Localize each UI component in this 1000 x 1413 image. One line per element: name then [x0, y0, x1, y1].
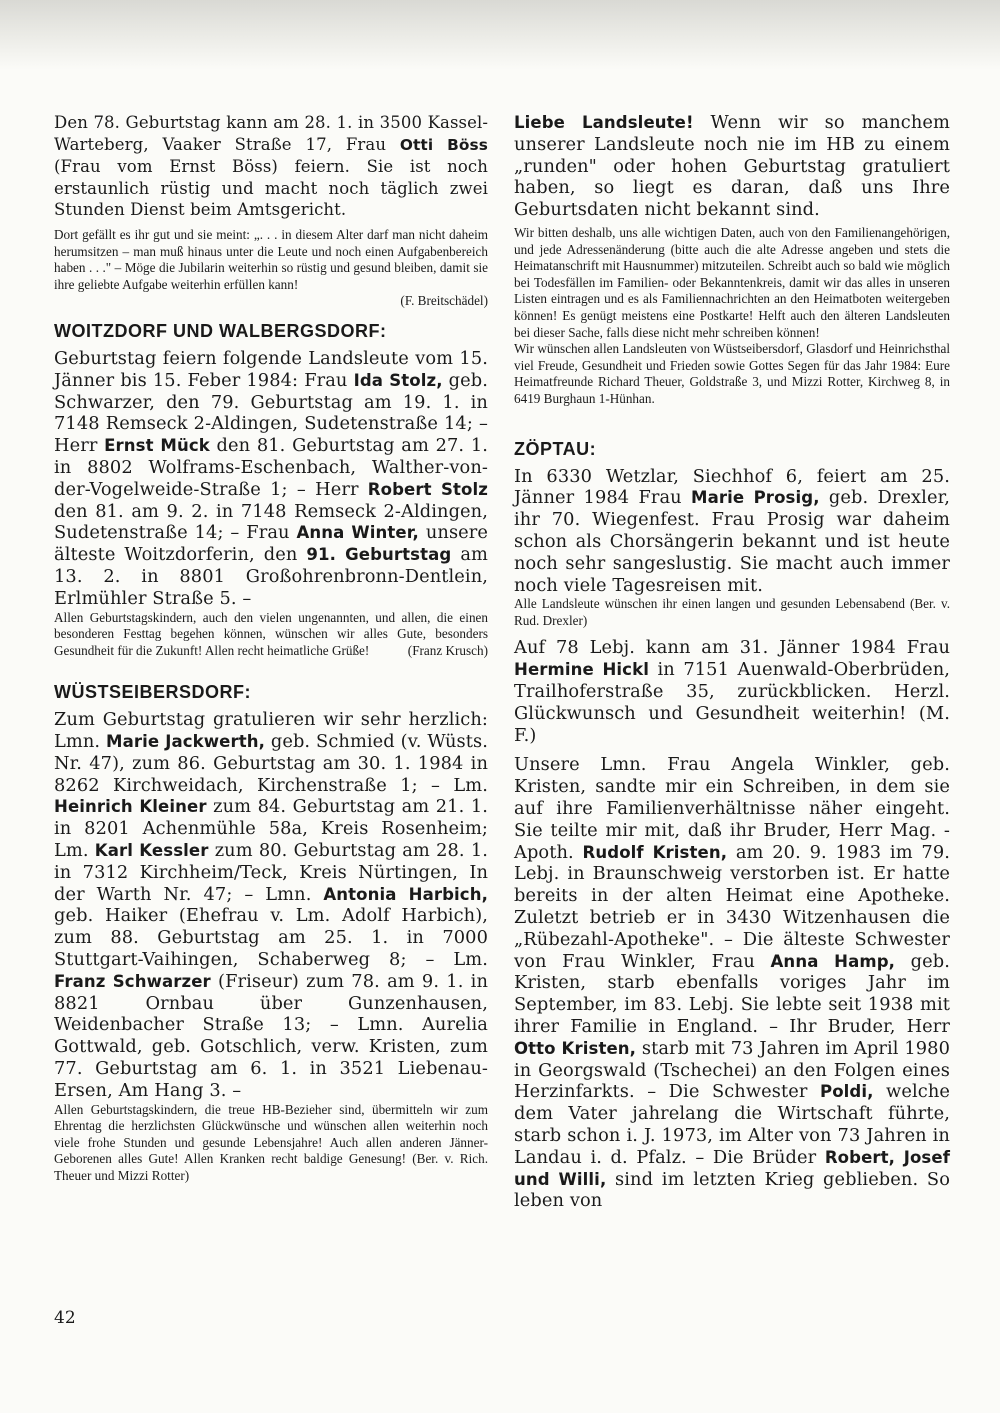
woitzdorf-greeting: Allen Geburtstagskindern, auch den vielen ungenannten, und allen, die einen besonderen Festtag begehen können, wünschen wir alles Gute, besonders Gesundheit für die Zukunft! Allen recht heimatliche Grüße! (Franz Krusch) — [54, 609, 488, 658]
page-number: 42 — [54, 1308, 76, 1328]
heading-zoeptau: ZÖPTAU: — [514, 438, 597, 459]
heading-woitzdorf: WOITZDORF UND WALBERGSDORF: — [54, 320, 387, 341]
hickl-paragraph: Auf 78 Lebj. kann am 31. Jänner 1984 Frau Hermine Hickl in 7151 Auenwald-Oberbrüden, Trailhoferstraße 35, zurückblicken. Herzl. Glückwunsch und Gesundheit weiterhin! (M. F.) — [514, 637, 950, 746]
heading-wuestseibersdorf: WÜSTSEIBERSDORF: — [54, 682, 251, 703]
kristen-family-paragraph: Unsere Lmn. Frau Angela Winkler, geb. Kristen, sandte mir ein Schreiben, in dem sie auf ihre Familienverhältnisse näher eingeht. Sie teilte mir mit, daß ihr Bruder, Herr Mag. -Apoth. Rudolf Kristen, am 20. 9. 1983 im 79. Lebj. in Braunschweig verstorben ist. Er hatte bereits in der alten Heimat eine Apotheke. Zuletzt betrieb er in 3430 Witzenhausen die „Rübezahl-Apotheke". – Die älteste Schwester von Frau Winkler, Frau Anna Hamp, geb. Kristen, starb ebenfalls voriges Jahr im September, im 83. Lebj. Sie lebte seit 1938 mit ihrer Familie in England. – Ihr Bruder, Herr Otto Kristen, starb mit 73 Jahren im April 1980 in Georgswald (Tschechei) an den Folgen eines Herzinfarkts. – Die Schwester Poldi, welche dem Vater jahrelang die Wirtschaft führte, starb schon i. J. 1973, im Alter von 73 Jahren in Landau i. d. Pfalz. – Die Brüder Robert, Josef und Willi, sind im letzten Krieg geblieben. So leben von — [514, 754, 951, 1212]
prosig-paragraph: In 6330 Wetzlar, Siechhof 6, feiert am 25. Jänner 1984 Frau Marie Prosig, geb. Drexler, ihr 70. Wiegenfest. Frau Prosig war daheim schon als Chorsängerin bekannt und ist heute noch sehr sangeslustig. Sie macht auch immer noch viele Tagesreisen mit. — [514, 465, 950, 596]
boess-birthday-paragraph: Den 78. Geburtstag kann am 28. 1. in 3500 Kassel-Warteberg, Vaaker Straße 17, Frau Otti Böss (Frau vom Ernst Böss) feiern. Sie ist noch erstaunlich rüstig und macht noch täglich zwei Stunden Dienst beim Amtsgericht. — [54, 113, 488, 220]
boess-quote-paragraph: Dort gefällt es ihr gut und sie meint: „. . . in diesem Alter darf man nicht daheim herumsitzen – man muß hinaus unter die Leute und noch einen Aufgabenbereich haben . . ." – Möge die Jubilarin weiterhin so rüstig und gesund bleiben, damit sie ihre geliebte Aufgabe weiterhin erfüllen kann! — [54, 226, 488, 292]
signature-breitschaedel: (F. Breitschädel) — [400, 293, 488, 309]
wuestseibersdorf-greeting: Allen Geburtstagskindern, die treue HB-Bezieher sind, übermitteln wir zum Ehrentag die herzlichsten Glückwünsche und wünschen allen weiterhin noch viele frohe Stunden und gesunde Lebensjahre! Auch allen anderen Jänner-Geborenen alles Gute! Allen Kranken recht baldige Genesung! (Ber. v. Rich. Theuer und Mizzi Rotter) — [54, 1101, 488, 1183]
liebe-landsleute-paragraph: Liebe Landsleute! Wenn wir so manchem unserer Landsleute noch nie im HB zu einem „runden" oder hohen Geburtstag gratuliert haben, so liegt es daran, daß uns Ihre Geburtsdaten nicht bekannt sind. — [514, 112, 950, 221]
scan-top-smudge — [0, 0, 1000, 70]
wuestseibersdorf-paragraph: Zum Geburtstag gratulieren wir sehr herzlich: Lmn. Marie Jackwerth, geb. Schmied (v. Wüsts. Nr. 47), zum 86. Geburtstag am 30. 1. 1984 in 8262 Kirchweidach, Kirchenstraße 1; – Lm. Heinrich Kleiner zum 84. Geburtstag am 21. 1. in 8201 Achenmühle 58a, Kreis Rosenheim; Lm. Karl Kessler zum 80. Geburtstag am 28. 1. in 7312 Kirchheim/Teck, Kreis Nürtingen, In der Warth Nr. 47; – Lmn. Antonia Harbich, geb. Haiker (Ehefrau v. Lm. Adolf Harbich), zum 88. Geburtstag am 25. 1. in 7000 Stuttgart-Vaihingen, Schaberweg 8; – Lm. Franz Schwarzer (Friseur) zum 78. am 9. 1. in 8821 Ornbau über Gunzenhausen, Weidenbacher Straße 13; – Lmn. Aurelia Gottwald, geb. Gotschlich, verw. Kristen, zum 77. Geburtstag am 6. 1. in 3521 Liebenau-Ersen, Am Hang 3. – — [54, 709, 488, 1101]
prosig-wishes: Alle Landsleute wünschen ihr einen langen und gesunden Lebensabend (Ber. v. Rud. Drexler) — [514, 596, 950, 628]
signature-krusch: (Franz Krusch) — [407, 642, 488, 658]
woitzdorf-paragraph: Geburtstag feiern folgende Landsleute vom 15. Jänner bis 15. Feber 1984: Frau Ida Stolz, geb. Schwarzer, den 79. Geburtstag am 19. 1. in 7148 Remseck 2-Aldingen, Sudetenstraße 14; – Herr Ernst Mück den 81. Geburtstag am 27. 1. in 8802 Wolframs-Eschenbach, Walther-von-der-Vogelweide-Straße 1; – Herr Robert Stolz den 81. am 9. 2. in 7148 Remseck 2-Aldingen, Sudetenstraße 14; – Frau Anna Winter, unsere älteste Woitzdorferin, den 91. Geburtstag am 13. 2. in 8801 Großohrenbronn-Dentlein, Erlmühler Straße 5. – — [54, 347, 489, 609]
left-column — [54, 112, 488, 1185]
request-data-paragraph: Wir bitten deshalb, uns alle wichtigen Daten, auch von den Familienangehörigen, und jede Adressenänderung (bitte auch die alte Adresse angeben und stets die Heimatanschrift mit Hausnummer) mitzuteilen. Schreibt auch so bald wie möglich bei Todesfällen im Familien- oder Bekanntenkreis, damit wir das alles in unseren Listen eintragen und es als Familiennachrichten an den Heimatboten weitergeben können! Es genügt meistens eine Postkarte! Helft auch den älteren Landsleuten bei dieser Sache, falls diese nicht mehr schreiben können! — [514, 224, 950, 340]
right-column — [514, 112, 950, 1212]
new-year-wishes-paragraph: Wir wünschen allen Landsleuten von Wüstseibersdorf, Glasdorf und Heinrichsthal viel Freude, Gesundheit und Frieden sowie Gottes Segen für das Jahr 1984: Eure Heimatfreunde Richard Theuer, Goldstraße 3, und Mizzi Rotter, Kirchweg 8, in 6419 Burghaun 1-Hünhan. — [514, 341, 950, 406]
